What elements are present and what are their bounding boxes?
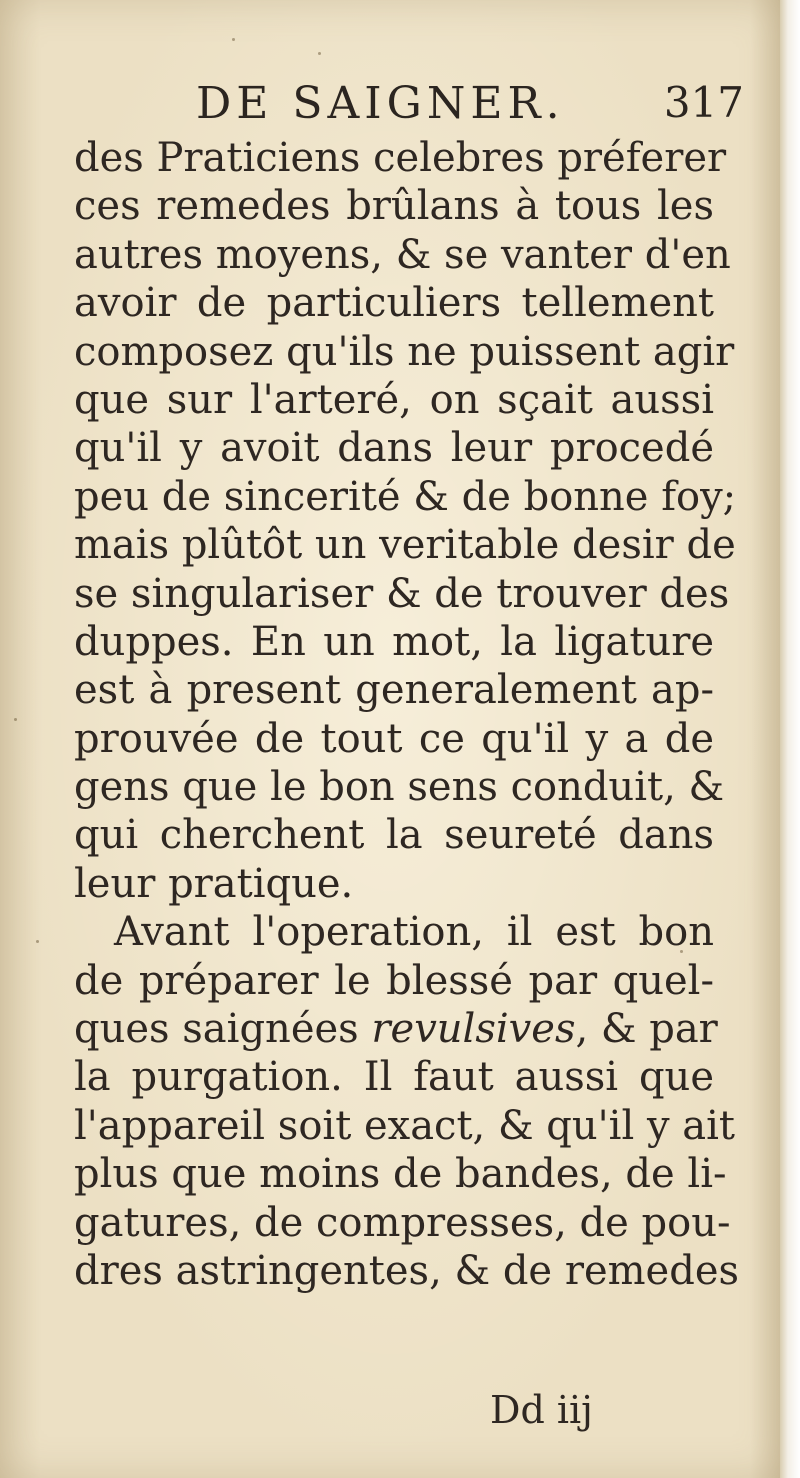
paper-speck xyxy=(232,38,235,41)
text-line: dres astringentes, & de remedes xyxy=(74,1247,740,1294)
paper-speck xyxy=(36,940,39,943)
page-edge xyxy=(780,0,800,1478)
text-line: ces remedes brûlans à tous les xyxy=(74,183,714,230)
text-line: mais plûtôt un veritable desir de xyxy=(74,522,736,569)
paper-speck xyxy=(14,718,17,721)
text-line: Avant l'operation, il est bon xyxy=(114,909,714,956)
text-line: des Praticiens celebres préferer xyxy=(74,135,727,181)
text-line: se singulariser & de trouver des xyxy=(74,570,730,617)
text-line italic-line: ques saignées revulsives, & par xyxy=(74,1006,718,1053)
text-line: autres moyens, & se vanter d'en xyxy=(74,231,731,278)
body-text xyxy=(74,134,740,1295)
text-line: qui cherchent la seureté dans xyxy=(74,812,714,859)
text-line: la purgation. Il faut aussi que xyxy=(74,1054,714,1101)
page-number: 317 xyxy=(663,78,744,127)
running-title: DE SAIGNER. xyxy=(196,78,565,129)
catchword: Dd iij xyxy=(490,1388,593,1432)
text-line: avoir de particuliers tellement xyxy=(74,280,714,327)
text-line: composez qu'ils ne puissent agir xyxy=(74,328,735,375)
text-line: est à present generalement ap- xyxy=(74,667,714,714)
text-line: leur pratique. xyxy=(74,860,354,907)
text-line: qu'il y avoit dans leur procedé xyxy=(74,425,714,472)
text-line: de préparer le blessé par quel- xyxy=(74,957,714,1004)
running-head xyxy=(196,78,744,128)
text-line: peu de sincerité & de bonne foy; xyxy=(74,473,737,520)
text-line: gens que le bon sens conduit, & xyxy=(74,764,725,811)
text-line: l'appareil soit exact, & qu'il y ait xyxy=(74,1102,735,1149)
text-line: que sur l'arteré, on sçait aussi xyxy=(74,376,714,423)
text-line: duppes. En un mot, la ligature xyxy=(74,618,714,665)
text-line: prouvée de tout ce qu'il y a de xyxy=(74,715,714,762)
text-line: gatures, de compresses, de pou- xyxy=(74,1199,731,1246)
text-line: plus que moins de bandes, de li- xyxy=(74,1151,727,1198)
paper-speck xyxy=(318,52,321,55)
italic-word: revulsives xyxy=(371,1006,576,1053)
